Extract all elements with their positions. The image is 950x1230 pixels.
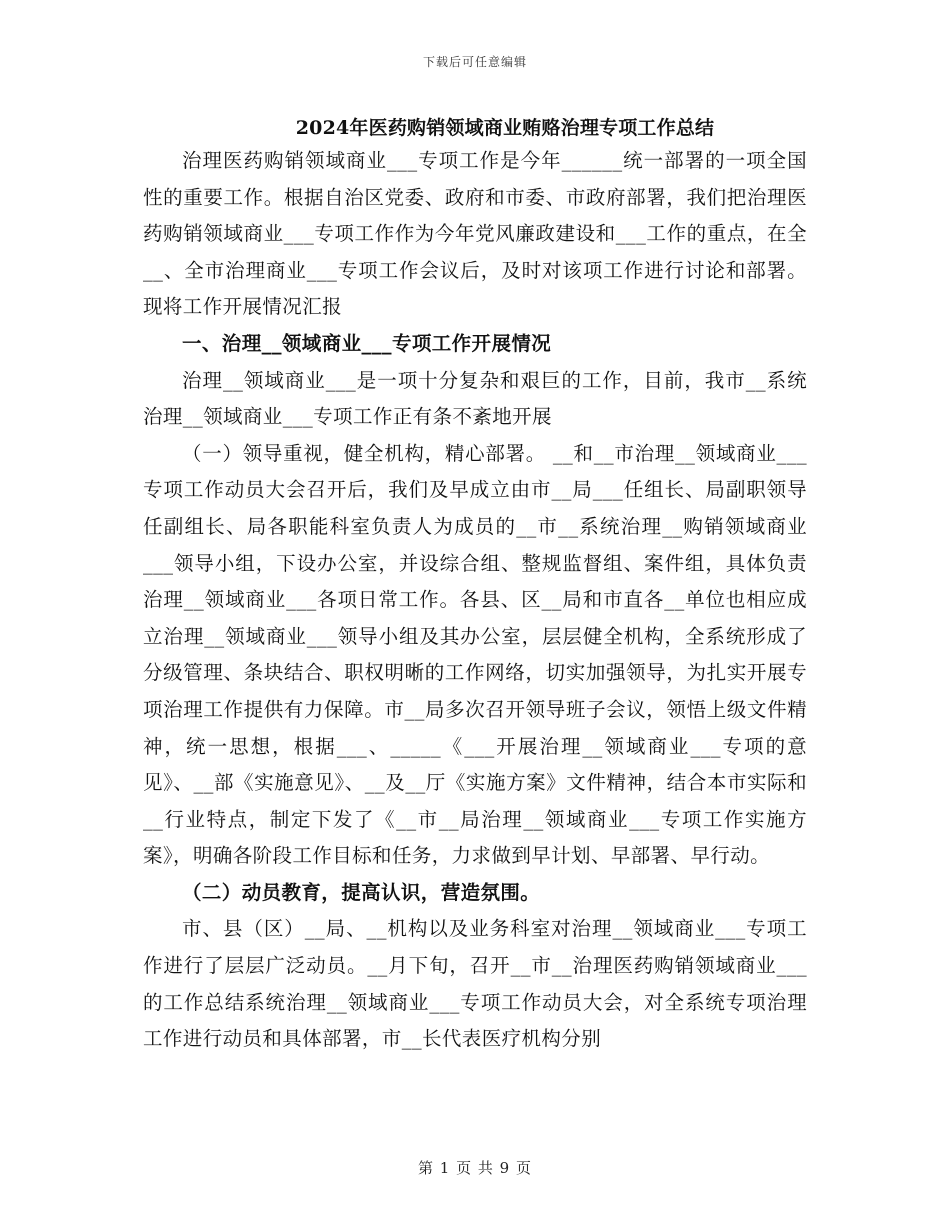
section-heading-1: 一、治理__领域商业___专项工作开展情况 (182, 331, 552, 355)
section-1-paragraph: 治理__领域商业___是一项十分复杂和艰巨的工作，目前，我市__系统治理__领域商业___专项工作正有条不紊地开展 (143, 368, 807, 429)
subsection-heading-2: （二）动员教育，提高认识，营造氛围。 (182, 880, 541, 904)
intro-paragraph: 治理医药购销领域商业___专项工作是今年______统一部署的一项全国性的重要工作。根据自治区党委、政府和市委、市政府部署，我们把治理医药购销领域商业___专项工作作为今年党风廉政建设和___工作的重点，在全__、全市治理商业___专项工作会议后，及时对该项工作进行讨论和部署。现将工作开展情况汇报 (143, 149, 807, 319)
subsection-2-paragraph: 市、县（区）__局、__机构以及业务科室对治理__领域商业___专项工作进行了层层广泛动员。__月下旬，召开__市__治理医药购销领域商业___的工作总结系统治理__领域商业___专项工作动员大会，对全系统专项治理工作进行动员和具体部署，市__长代表医疗机构分别 (143, 917, 807, 1051)
document-body (143, 113, 807, 1058)
download-editable-note: 下载后可任意编辑 (422, 55, 527, 69)
document-title: 2024年医药购销领域商业贿赂治理专项工作总结 (295, 117, 715, 139)
page-number-footer: 第 1 页 共 9 页 (418, 1159, 532, 1177)
subsection-1-paragraph: （一）领导重视，健全机构，精心部署。 __和__市治理__领域商业___专项工作动员大会召开后，我们及早成立由市__局___任组长、局副职领导任副组长、局各职能科室负责人为成员的__市__系统治理__购销领域商业___领导小组，下设办公室，并设综合组、整规监督组、案件组，具体负责治理__领域商业___各项日常工作。各县、区__局和市直各__单位也相应成立治理__领域商业___领导小组及其办公室，层层健全机构，全系统形成了分级管理、条块结合、职权明晰的工作网络，切实加强领导，为扎实开展专项治理工作提供有力保障。市__局多次召开领导班子会议，领悟上级文件精神，统一思想，根据___、_____《___开展治理__领域商业___专项的意见》、__部《实施意见》、__及__厅《实施方案》文件精神，结合本市实际和__行业特点，制定下发了《__市__局治理__领域商业___专项工作实施方案》，明确各阶段工作目标和任务，力求做到早计划、早部署、早行动。 (143, 441, 807, 868)
